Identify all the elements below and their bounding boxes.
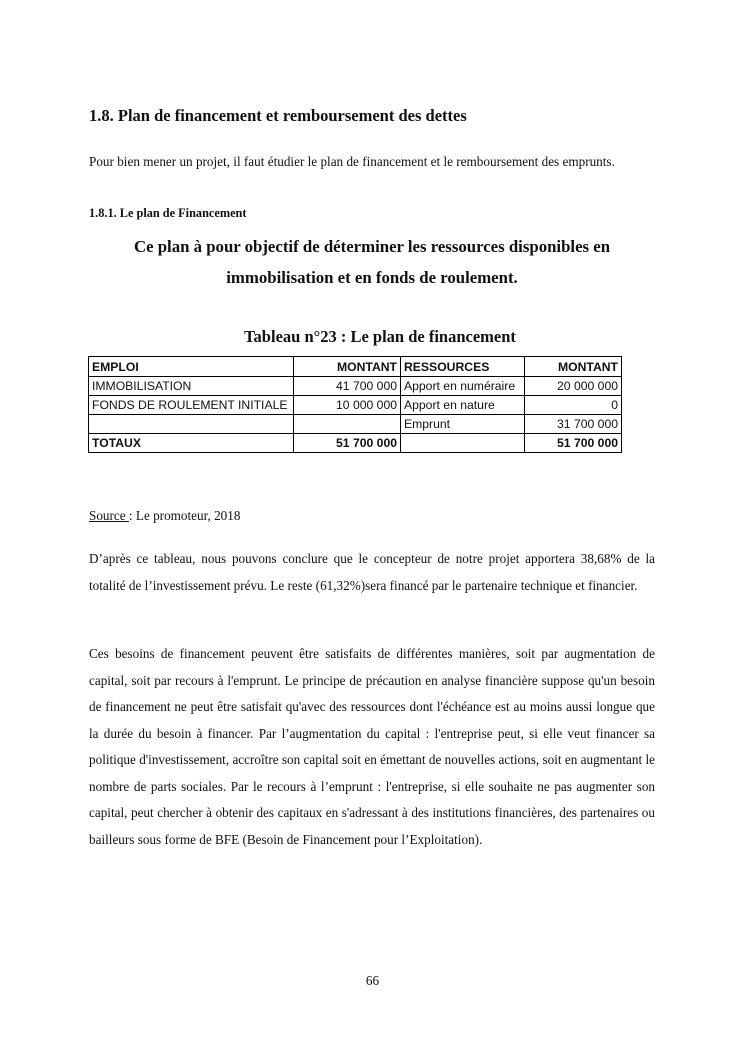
cell-emploi: IMMOBILISATION <box>89 377 294 396</box>
intro-paragraph: Pour bien mener un projet, il faut étudier le plan de financement et le remboursement des emprunts. <box>89 154 615 169</box>
cell-montant-ressource: 20 000 000 <box>525 377 622 396</box>
header-emploi: EMPLOI <box>89 357 294 377</box>
total-label: TOTAUX <box>89 434 294 453</box>
table-title: Tableau n°23 : Le plan de financement <box>244 327 516 346</box>
cell-montant-emploi: 10 000 000 <box>294 396 401 415</box>
section-title: 1.8. Plan de financement et remboursement des dettes <box>89 106 467 125</box>
page-number: 66 <box>365 973 380 988</box>
cell-montant-ressource: 31 700 000 <box>525 415 622 434</box>
header-ressources: RESSOURCES <box>401 357 525 377</box>
financing-paragraph: Ces besoins de financement peuvent être satisfaits de différentes manières, soit par augmentation de capital, soit par recours à l'emprunt. Le principe de précaution en analyse financière suppose qu'un besoin de financement ne peut être satisfait qu'avec des ressources dont l'échéance est au moins aussi longue que la durée du besoin à financer. Par l’augmentation du capital : l'entreprise peut, si elle veut financer sa politique d'investissement, accroître son capital soit en émettant de nouvelles actions, soit en augmentant le nombre de parts sociales. Par le recours à l’emprunt : l'entreprise, si elle souhaite ne pas augmenter son capital, peut chercher à obtenir des capitaux en s'adressant à des institutions financières, des partenaires ou bailleurs sous forme de BFE (Besoin de Financement pour l’Exploitation). <box>89 646 655 847</box>
cell-emploi: FONDS DE ROULEMENT INITIALE <box>89 396 294 415</box>
cell-emploi <box>89 415 294 434</box>
objective-statement <box>89 232 655 292</box>
cell-ressource: Emprunt <box>401 415 525 434</box>
source-text: : Le promoteur, 2018 <box>128 508 241 523</box>
total-montant-emploi: 51 700 000 <box>294 434 401 453</box>
cell-montant-emploi: 41 700 000 <box>294 377 401 396</box>
financing-plan-table <box>88 356 622 453</box>
table-total-row <box>89 434 622 453</box>
cell-ressource: Apport en nature <box>401 396 525 415</box>
cell-montant-ressource: 0 <box>525 396 622 415</box>
objective-line-1: Ce plan à pour objectif de déterminer les ressources disponibles en <box>133 237 611 256</box>
source-note <box>89 508 240 524</box>
header-montant-emploi: MONTANT <box>294 357 401 377</box>
analysis-paragraph: D’après ce tableau, nous pouvons conclure que le concepteur de notre projet apportera 38,68% de la totalité de l’investissement prévu. Le reste (61,32%)sera financé par le partenaire technique et financier. <box>89 551 655 593</box>
cell-montant-emploi <box>294 415 401 434</box>
table-header-row <box>89 357 622 377</box>
table-row <box>89 415 622 434</box>
total-ressource <box>401 434 525 453</box>
table-row <box>89 396 622 415</box>
header-montant-ressources: MONTANT <box>525 357 622 377</box>
source-label: Source <box>89 508 129 523</box>
subsection-title: 1.8.1. Le plan de Financement <box>89 206 247 220</box>
objective-line-2: immobilisation et en fonds de roulement. <box>226 268 518 287</box>
total-montant-ressource: 51 700 000 <box>525 434 622 453</box>
cell-ressource: Apport en numéraire <box>401 377 525 396</box>
table-row <box>89 377 622 396</box>
